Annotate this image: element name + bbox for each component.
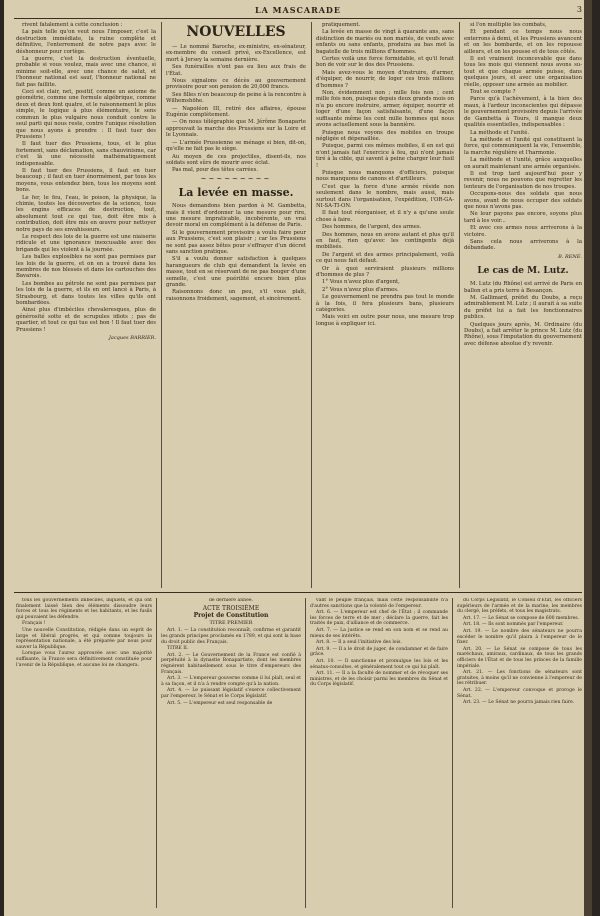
paragraph: Art. 7. — La justice se rend en son nom et se rend au mieux de ses intérêts.	[310, 627, 448, 639]
paragraph: Art. 11. — Il a la faculté de nommer et de révoquer ses ministres, et de les choisir parmi les membres du Sénat et du Corps législatif.	[310, 671, 448, 688]
paragraph: Il faut tuer des Prussiens, tous, et le plus fortement, sans déclamation, sans chauvinisme, car c'est là une nécessité mathématiquement indispensable.	[16, 141, 156, 167]
paragraph: si l'on multiplie les combats,	[470, 22, 547, 28]
column-divider	[452, 598, 453, 908]
column-divider	[156, 598, 157, 908]
paragraph: Parce qu'à l'achèvement, à la bien des maux, à l'ardeur inconscientes qui dépasse le gouvernement provisoire depuis l'arrivée de Gambetta à Tours, il manque deux qualités essentielles, indispensables :	[464, 96, 582, 129]
paragraph: Art. 21. — Les fonctions de sénateurs sont gratuites, à moins qu'il ne convienne à l'empereur de les rétribuer.	[457, 670, 582, 687]
paragraph: La levée en masse de vingt à quarante ans, sans distinction de mariés ou non mariés, de veufs avec enfants ou sans enfants, produira au bas mot la bagatelle de trois millions d'hommes.	[316, 29, 454, 55]
paragraph: Art. 23. — Le Sénat ne pourra jamais rien faire.	[463, 700, 575, 706]
paragraph: Pas mal, pour des têtes carrées.	[172, 167, 259, 174]
lutz-text	[464, 281, 582, 347]
paragraph: Art. 9. — Il a le droit de juger, de condamner et de faire grâce.	[310, 646, 448, 658]
act-title: ACTE TROISIÈME	[202, 604, 260, 612]
paragraph: Ses funérailles n'ont pas eu lieu aux frais de l'État.	[166, 64, 306, 77]
paragraph: Au moyen de ces projectiles, disent-ils, nos soldats sont sûrs de mourir avec éclat.	[166, 153, 306, 166]
signature: Jacques BARRIER.	[108, 335, 156, 342]
paragraph: Il est trop tard aujourd'hui pour y revenir, nous ne pouvons que regretter les lenteurs de l'organisation de nos troupes.	[464, 170, 582, 190]
levee-text	[166, 203, 306, 302]
intro-text: de dernière année.	[208, 598, 254, 603]
paragraph: Art. 2. — Le Gouvernement de la France est confié à perpétuité à la dynastie Bonapartiste, dont les membres régnèrent habituellement sous le titre d'empereurs des Français.	[161, 652, 301, 675]
paragraph: La méthode et l'unité qui constituent la force, qui communiquent la vie, l'ensemble, la marche régulière et l'harmonie.	[464, 136, 582, 156]
bottom-column-4-text	[457, 598, 582, 706]
paragraph: tous les gouvernements imbéciles, inquiets, et qui ont finalement laissé bien des éléments dissoudre leurs forces et tous les régiments et les habitants, et les fusils qui pouvaient les défendre.	[16, 598, 152, 620]
paragraph: Il faut tuer des Prussiens, il faut en tuer beaucoup ; il faut en tuer énormément, par tous les moyens, vous entendez bien, tous les moyens sont bons.	[16, 167, 156, 194]
page-header	[14, 4, 582, 19]
paragraph: La paix telle qu'on veut nous l'imposer, c'est la destruction immédiate, la ruine complète et définitive, l'enterrement de notre pays avec le déshonneur pour cortège.	[16, 29, 156, 55]
levee-title: La levée en masse.	[178, 186, 294, 200]
paragraph: Sans cela nous arriverons à la débandade.	[464, 239, 582, 252]
paragraph: rivent fatalement à cette conclusion :	[22, 22, 123, 28]
paragraph: Le gouvernement ne prendra pas tout le monde à la fois, il fera plusieurs bans, plusieurs catégories.	[316, 294, 454, 314]
paragraph: Raisonnons donc un peu, s'il vous plaît, raisonnons froidement, sagement, et sincèrement.	[166, 289, 306, 302]
column-divider	[305, 598, 306, 908]
paragraph: Occupons-nous des soldats que nous avons, avant de nous occuper des soldats que nous n'avons pas.	[464, 191, 582, 210]
paragraph: Non, évidemment non ; mille fois non ; cent mille fois non, puisque depuis deux grands mois on n'a pu encore instruire, armer, équiper, nourrir et loger d'une façon satisfaisante, d'une façon suffisante même les cent mille hommes qui nous avons actuellement sous la bannière.	[316, 90, 454, 129]
signature: B. RENÉ.	[558, 253, 582, 260]
paragraph: Mais voici en outre pour nous, une mesure trop longue à expliquer ici.	[316, 314, 454, 327]
paragraph: — Napoléon III, retiré des affaires, épouse Eugénie complètement.	[166, 105, 306, 119]
column-divider	[459, 22, 460, 588]
nouvelles-text	[166, 44, 306, 174]
paragraph: Art. 19. — Le nombre des sénateurs ne pourra excéder le nombre qu'il plaira à l'empereur de le fixer.	[457, 628, 582, 646]
bottom-column-3-text	[310, 598, 448, 688]
paragraph: M. Lutz (du Rhône) est arrivé de Paris en ballon et a pris terre à Besançon.	[464, 281, 582, 294]
paragraph: Des hommes, nous en avons autant et plus qu'il en faut, rien qu'avec les contingents déjà mobilisés.	[316, 231, 454, 251]
paragraph: S'il a voulu donner satisfaction à quelques harangueurs de club qui demandent la levée en masse, tout en se réservant de ne pas bouger d'une semelle, c'est une puérilité encore bien plus grande.	[166, 256, 306, 288]
newspaper-page	[4, 0, 592, 916]
paragraph: Art. 5. — L'empereur est seul responsable de	[167, 700, 273, 706]
column-1	[16, 22, 156, 588]
paragraph: 2° Vous n'avez plus d'armes.	[322, 286, 399, 293]
paragraph: Art. 4. — Le puissant législatif s'exerce collectivement par l'empereur, le Sénat et le Corps législatif.	[161, 688, 301, 699]
paragraph: Art. 17. — Le Sénat se compose de 600 membres.	[463, 615, 580, 621]
paragraph: Si le gouvernement provisoire a voulu faire peur aux Prussiens, c'est son plaisir ; car les Prussiens ne sont pas assez bêtes pour s'effrayer d'un décret sans sanction pratique.	[166, 229, 306, 255]
paragraph: Ses filles n'en beaucoup de peine à la rencontre à Wilhemshöhe.	[166, 91, 306, 105]
lutz-title: Le cas de M. Lutz.	[477, 266, 569, 277]
paragraph: Art. 18. — Ils sont nommés par l'empereur.	[463, 622, 564, 628]
column-4-text	[464, 22, 582, 252]
paragraph: Art. 20. — Le Sénat se compose de tous les maréchaux, amiraux, cardinaux, de tous les grands officiers de l'État et de tous les princes de la famille impériale.	[457, 646, 582, 669]
paragraph: Art. 10. — Il sanctionne et promulgue les lois et les sénatus-consultes, et généralement tout ce qui lui plaît.	[310, 658, 448, 670]
newspaper-title: LA MASCARADE	[255, 5, 341, 15]
paragraph: Ceci est clair, net, positif, comme un axiome de géométrie, comme une formule algébrique, comme deux et deux font quatre, et le raisonnement le plus simple, le logique à plus élémentaire, le sens commun le plus vulgaire nous conduit contre le seul parti qui nous reste, contre l'unique résolution que nous ayons à prendre : Il faut tuer des Prussiens !	[16, 89, 156, 140]
paragraph: Les bombes au pétrole ne sont pas permises par les lois de la guerre, et ils en ont lancé à Paris, à Strasbourg, et dans toutes les villes qu'ils ont bombardées.	[16, 280, 156, 307]
column-3-text	[316, 22, 454, 327]
bottom-column-1	[16, 598, 152, 908]
bottom-column-1-text	[16, 598, 152, 668]
paragraph: Tout se compte ?	[470, 89, 516, 96]
column-2	[166, 22, 306, 588]
column-divider	[311, 22, 312, 588]
paragraph: Nous signalons ce décès au gouvernement provisoire pour son pension de 20,000 francs.	[166, 78, 306, 91]
paragraph: Art. 1. — La constitution reconnaît, confirme et garantit les grands principes proclamés en 1789, et qui sont la base du droit public des Français.	[161, 628, 301, 645]
paragraph: — On nous télégraphie que M. Jérôme Bonaparte approuvait la marche des Prussiens sur la Loire et le Lyonnais.	[166, 119, 306, 139]
bottom-column-4	[457, 598, 582, 908]
column-1-text	[16, 22, 156, 333]
paragraph: Mais avez-vous le moyen d'instruire, d'armer, d'équiper, de nourrir, de loger ces trois millions d'hommes ?	[316, 69, 454, 89]
paragraph: Et pendant ce temps nous nous enterrons à demi, et les Prussiens avancent et on les bombarde, et on les repousse ailleurs, et on les pousse et de tous côtés.	[464, 29, 582, 55]
paragraph: M. Gallimard, préfet du Doubs, a reçu admirablement M. Lutz ; il aurait à sa suite du préfet lui a fait les fonctionnaires publics.	[464, 295, 582, 321]
paragraph: Le respect des lois de la guerre est une niaiserie ridicule et une ignorance inexcusable avec des brigands qui les violent à la journée.	[16, 234, 156, 253]
paragraph: Une nouvelle Constitution, rédigée dans un esprit de large et libéral progrès, et qui comme toujours la représentation nationale, a été préparée par nous pour sauver la République.	[16, 627, 152, 650]
paragraph: Français !	[22, 621, 46, 627]
paragraph: Quelques jours après, M. Ordinaire (du Doubs), a fait arrêter le prince M. Lutz (du Rhône), sous l'imputation du gouvernement avec défense absolue d'y revenir.	[464, 321, 582, 347]
paragraph: — Le nommé Baroche, ex-ministre, ex-sénateur, ex-membre du conseil privé, ex-Excellence, est mort à Jersey la semaine dernière.	[166, 44, 306, 63]
paragraph: Ainsi plus d'imbéciles chevaleresques, plus de générosité sotte et de scrupules idiots ; pas de quartier, et tout ce qui tue est bon ! Il faut tuer des Prussiens !	[16, 307, 156, 333]
titre-heading: TITRE PREMIER	[209, 619, 253, 626]
paragraph: TITRE II.	[167, 646, 189, 652]
paragraph: Ne leur payons pas encore, soyons plus tard à les voir...	[464, 211, 582, 224]
paragraph: Or à quoi serviraient plusieurs millions d'hommes de plus ?	[316, 265, 454, 279]
bottom-column-2-text	[161, 628, 301, 706]
paragraph: De l'argent et des armes principalement, voilà ce qui nous fait défaut.	[316, 251, 454, 265]
constitution-title: Projet de Constitution	[193, 612, 269, 620]
page-number: 3	[576, 5, 582, 14]
paragraph: C'est que la force d'une armée réside non seulement dans le nombre, mais aussi, mais surtout dans l'organisation, l'expédition, l'OR-GA-NI-SA-TI-ON.	[316, 183, 454, 209]
column-4	[464, 22, 582, 588]
column-divider	[161, 22, 162, 588]
paragraph: Et avec ces armes nous arriverons à la victoire.	[464, 225, 582, 238]
paragraph: La guerre, c'est la destruction éventuelle, probable si vous voulez, mais avec une chance, si minime soit-elle, avec une chance de salut, et l'honneur national est sauf, l'honneur national ne fait pas faillite.	[16, 56, 156, 88]
paragraph: Des hommes, de l'argent, des armes.	[322, 224, 422, 231]
paragraph: La méthode et l'unité.	[470, 129, 530, 136]
paragraph: du Corps Législatif, le Conseil d'État, les officiers supérieurs de l'armée et de la marine, les membres du clergé, les préfets, et tous les magistrats.	[457, 598, 582, 615]
bottom-column-3	[310, 598, 448, 908]
paragraph: La méthode et l'unité, grâce auxquelles on aurait maintenant une armée organisée.	[464, 157, 582, 170]
page-edge	[584, 0, 592, 916]
column-3	[316, 22, 454, 588]
paragraph: Il est vraiment inconcevable que dans tous les mois qui viennent nous avons su-tout et que chaque armée puisse, dans quelques jours, et avec une organisation réelle, opposer une armée au mobilier.	[464, 56, 582, 88]
paragraph: pratiquement.	[322, 22, 361, 28]
paragraph: Nous demandons bien pardon à M. Gambetta, mais il vient d'ordonner la une mesure pour rire, une mesure impraticable, incohérente, un vrai devoir moral en complément à la défense de Paris.	[166, 203, 306, 229]
paragraph: Art. 22. — L'empereur convoque et proroge le Sénat.	[457, 687, 582, 699]
paragraph: Puisque nous voyons des mobiles en troupe négligée et dépenaillée.	[316, 129, 454, 142]
paragraph: — L'armée Prussienne se ménage si bien, dit-on, qu'elle ne fait pas le siège.	[166, 139, 306, 153]
nouvelles-title: NOUVELLES	[186, 24, 286, 40]
paragraph: Il faut tout réorganiser, et il n'y a qu'une seule chose à faire.	[316, 210, 454, 223]
section-rule	[14, 592, 582, 593]
paragraph: Le fer, le feu, l'eau, le poison, la physique, la chimie, toutes les découvertes de la science, tous les engins efficaces de destruction, tout, absolument tout ce qui tue, doit être mis à contribution, doit être mis en œuvre pour nettoyer notre pays de ses envahisseurs.	[16, 194, 156, 233]
paragraph: Lorsque vous l'aurez approuvée avec une majorité suffisante, la France sera définitivement constituée pour l'avenir de la République, et aucune loi ne changera.	[16, 651, 152, 668]
paragraph: Certes voilà une force formidable, et qu'il ferait bon de voir sur le dos des Prussiens.	[316, 56, 454, 69]
paragraph: Art. 3. — L'empereur gouverne comme il lui plaît, seul et à sa façon, et il n'a à rendre compte qu'à la nation.	[161, 676, 301, 687]
paragraph: Puisque, parmi ces mêmes mobiles, il en est qui n'ont jamais fait l'exercice à feu, qui n'ont jamais tiré à la cible, qui savent à peine charger leur fusil !	[316, 143, 454, 169]
paragraph: vant le peuple français, mais cette responsabilité n'a d'autres sanctions que la volonté de l'empereur.	[310, 598, 448, 609]
divider-ornament: ~~~~~~~~~	[200, 174, 272, 183]
paragraph: Les balles explosibles ne sont pas permises par les lois de la guerre, et on en a trouvé dans les membres de nos blessés et dans les cartouches des Bavarois.	[16, 254, 156, 280]
paragraph: Puisque nous manquons d'officiers, puisque nous manquons de canons et d'artilleurs.	[316, 169, 454, 183]
paragraph: Art. 8. — Il a seul l'initiative des lois.	[316, 640, 402, 646]
paragraph: 1° Vous n'avez plus d'argent,	[322, 279, 400, 286]
bottom-column-2	[161, 598, 301, 908]
paragraph: Art. 6. — L'empereur est chef de l'État ; il commande les forces de terre et de mer ; déclare la guerre, fait les traités de paix, d'alliance et de commerce.	[310, 610, 448, 627]
